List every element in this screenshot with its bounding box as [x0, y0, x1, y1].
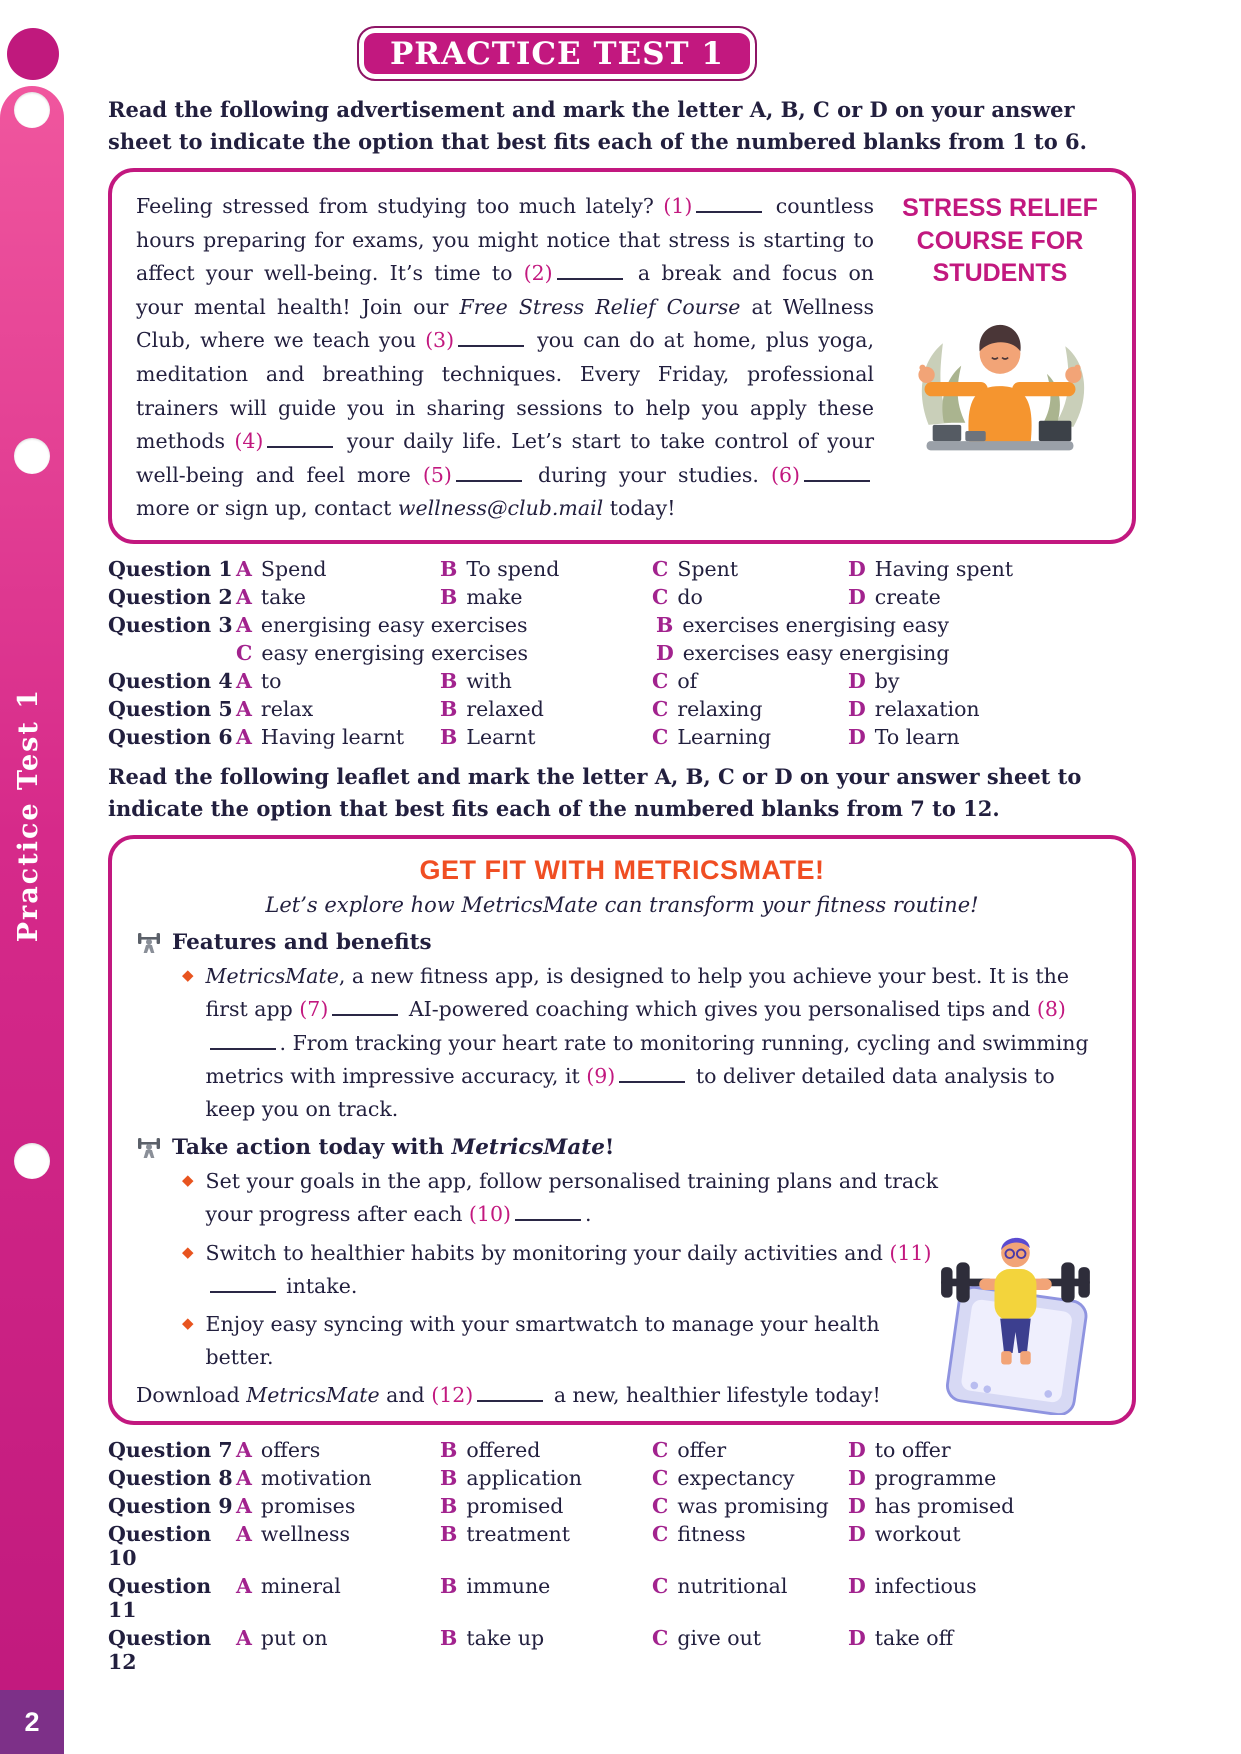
instructions-questions-7-12: Read the following leaflet and mark the letter A, B, C or D on your answer sheet to indicate the option that best fits each of the numbered blanks from 7 to 12. [108, 764, 1082, 821]
option-text: infectious [874, 1574, 977, 1599]
question-label: Question 11 [108, 1574, 212, 1623]
option-text: expectancy [677, 1466, 795, 1491]
answer-option-B [440, 1522, 652, 1570]
option-letter: D [848, 1466, 866, 1491]
option-letter: A [236, 1466, 252, 1491]
diamond-bullet-icon: ◆ [182, 1242, 194, 1261]
answer-option-A [236, 1626, 440, 1674]
option-letter: B [440, 1626, 458, 1651]
question-row [108, 1626, 1136, 1674]
option-letter: A [236, 1494, 252, 1519]
blank-number: (7) [299, 997, 329, 1022]
binder-hole [14, 92, 50, 128]
option-text: Having spent [874, 557, 1014, 582]
blank-number: (10) [468, 1202, 512, 1227]
bullet-text: Set your goals in the app, follow personalised training plans and track your progress after each (10) . [205, 1169, 939, 1227]
option-text: take up [466, 1626, 545, 1651]
option-text: exercises energising easy [682, 613, 949, 638]
answer-blank [267, 446, 333, 448]
answer-blank [210, 1291, 276, 1293]
answer-option-A [236, 725, 440, 749]
answer-option-B [440, 1494, 652, 1518]
option-letter: D [848, 1438, 866, 1463]
option-letter: C [652, 725, 669, 750]
blank-number: (3) [425, 328, 455, 353]
answer-blank [456, 480, 522, 482]
option-letter: C [652, 585, 669, 610]
answer-option-C [652, 1522, 848, 1570]
leaflet-box [108, 835, 1136, 1425]
option-text: relax [260, 697, 314, 722]
heading-text: Take action today with MetricsMate! [172, 1135, 615, 1161]
leaflet-bullet [182, 1237, 942, 1303]
option-text: offers [260, 1438, 321, 1463]
question-label: Question 10 [108, 1522, 212, 1571]
instructions-questions-1-6: Read the following advertisement and mark the letter A, B, C or D on your answer sheet to indicate the option that best fits each of the numbered blanks from 1 to 6. [108, 97, 1087, 154]
answer-option-D [848, 1466, 1136, 1490]
blank-number: (6) [770, 462, 800, 487]
answer-option-C [652, 669, 848, 693]
answer-option-A [236, 613, 656, 637]
question-row [108, 557, 1136, 581]
answer-option-A [236, 669, 440, 693]
option-text: programme [874, 1466, 997, 1491]
answer-blank [804, 480, 870, 482]
option-text: to offer [874, 1438, 951, 1463]
question-label: Question 6 [108, 725, 233, 750]
option-text: has promised [874, 1494, 1015, 1519]
option-letter: D [848, 585, 866, 610]
option-letter: C [652, 669, 669, 694]
option-text: was promising [677, 1494, 829, 1519]
option-letter: B [440, 1522, 458, 1547]
option-text: promised [466, 1494, 564, 1519]
answer-option-B [656, 613, 1136, 637]
blank-number: (8) [1036, 997, 1066, 1022]
blank-number: (11) [889, 1240, 932, 1265]
bullet-text: Switch to healthier habits by monitoring your daily activities and (11) intake. [205, 1240, 932, 1298]
binder-hole [14, 1143, 50, 1179]
answer-option-B [440, 585, 652, 609]
option-letter: C [236, 641, 253, 666]
answer-option-A [236, 1438, 440, 1462]
weightlifter-icon [136, 1136, 162, 1160]
answer-option-B [440, 725, 652, 749]
option-letter: B [440, 557, 458, 582]
option-text: relaxing [677, 697, 763, 722]
answer-blank [477, 1400, 543, 1402]
option-text: Learning [677, 725, 772, 750]
option-letter: D [848, 1574, 866, 1599]
leaflet-title: GET FIT WITH METRICSMATE! [419, 855, 825, 886]
option-text: relaxation [874, 697, 980, 722]
answer-option-C [652, 697, 848, 721]
option-letter: C [652, 697, 669, 722]
option-letter: A [236, 557, 252, 582]
bullet-text: Enjoy easy syncing with your smartwatch to manage your health better. [205, 1311, 880, 1370]
answer-option-B [440, 557, 652, 581]
leaflet-bullet [182, 1165, 942, 1231]
answer-option-D [848, 1574, 1136, 1622]
option-letter: B [440, 1438, 458, 1463]
question-row [108, 1522, 1136, 1570]
question-row [108, 641, 1136, 665]
option-letter: C [652, 1626, 669, 1651]
option-text: To learn [874, 725, 960, 750]
answer-option-A [236, 1522, 440, 1570]
question-row [108, 585, 1136, 609]
question-row [108, 1574, 1136, 1622]
option-text: application [466, 1466, 582, 1491]
question-row [108, 669, 1136, 693]
option-letter: B [440, 585, 458, 610]
option-letter: C [652, 1574, 669, 1599]
option-letter: A [236, 1574, 252, 1599]
answer-blank [332, 1014, 398, 1016]
blank-number: (1) [663, 194, 693, 218]
leaflet-bullet [182, 960, 1108, 1126]
option-letter: C [652, 557, 669, 582]
option-letter: B [656, 613, 674, 638]
weightlifter-icon [136, 931, 162, 955]
option-letter: B [440, 669, 458, 694]
question-row [108, 613, 1136, 637]
option-letter: C [652, 1522, 669, 1547]
questions-7-12 [108, 1438, 1136, 1674]
answer-option-C [652, 1574, 848, 1622]
option-text: exercises easy energising [682, 641, 950, 666]
option-text: take off [874, 1626, 954, 1651]
binder-hole [14, 438, 50, 474]
answer-option-D [848, 1522, 1136, 1570]
heading-text: Features and benefits [172, 930, 432, 956]
answer-option-B [440, 1574, 652, 1622]
answer-option-D [848, 725, 1136, 749]
answer-option-B [440, 1626, 652, 1674]
option-letter: C [652, 1494, 669, 1519]
answer-blank [619, 1081, 685, 1083]
answer-option-A [236, 697, 440, 721]
option-text: mineral [260, 1574, 341, 1599]
option-text: immune [466, 1574, 551, 1599]
diamond-bullet-icon: ◆ [182, 1171, 194, 1190]
option-text: workout [874, 1522, 961, 1547]
question-label: Question 3 [108, 613, 233, 638]
option-text: by [874, 669, 900, 694]
option-text: make [466, 585, 523, 610]
answer-option-D [848, 585, 1136, 609]
option-letter: C [652, 1438, 669, 1463]
answer-option-D [848, 1438, 1136, 1462]
page-number: 2 [0, 1690, 64, 1754]
leaflet-footer: Download MetricsMate and (12) a new, healthier lifestyle today! [136, 1383, 881, 1408]
option-text: motivation [260, 1466, 372, 1491]
answer-option-C [652, 1438, 848, 1462]
answer-option-D [848, 1626, 1136, 1674]
option-letter: A [236, 725, 252, 750]
option-text: To spend [466, 557, 560, 582]
question-row [108, 1466, 1136, 1490]
option-letter: A [236, 1438, 252, 1463]
blank-number: (4) [234, 429, 264, 454]
diamond-bullet-icon: ◆ [182, 1313, 194, 1332]
question-row [108, 1494, 1136, 1518]
blank-number: (9) [586, 1063, 616, 1088]
question-label: Question 5 [108, 697, 233, 722]
answer-option-D [848, 1494, 1136, 1518]
answer-option-A [236, 1494, 440, 1518]
answer-option-C [652, 725, 848, 749]
question-label: Question 12 [108, 1626, 212, 1675]
advertisement-box [108, 168, 1136, 544]
option-text: relaxed [466, 697, 544, 722]
option-text: put on [260, 1626, 328, 1651]
answer-option-C [652, 557, 848, 581]
question-label [108, 641, 236, 665]
option-text: to [260, 669, 282, 694]
advertisement-passage: Feeling stressed from studying too much lately? (1) countless hours preparing for exams, you might notice that stress is starting to affect your well-being. It’s time to (2) a break and focus on your mental health! Join our Free Stress Relief Course at Wellness Club, where we teach you (3) you can do at home, plus yoga, meditation and breathing techniques. Every Friday, professional trainers will guide you in sharing sessions to help you apply these methods (4) your daily life. Let’s start to take control of your well-being and feel more (5) during your studies. (6) more or sign up, contact wellness@club.mail today! [136, 194, 874, 521]
option-letter: D [848, 725, 866, 750]
questions-1-6 [108, 557, 1136, 749]
answer-option-A [236, 585, 440, 609]
option-text: offer [677, 1438, 727, 1463]
question-label: Question 2 [108, 585, 233, 610]
option-text: Spent [677, 557, 739, 582]
answer-blank [515, 1219, 581, 1221]
fitness-illustration [912, 1229, 1118, 1415]
option-letter: B [440, 1466, 458, 1491]
question-label: Question 8 [108, 1466, 233, 1491]
option-text: give out [677, 1626, 762, 1651]
answer-option-C [652, 585, 848, 609]
answer-option-B [440, 1438, 652, 1462]
option-letter: A [236, 697, 252, 722]
answer-option-C [652, 1466, 848, 1490]
option-letter: D [848, 1522, 866, 1547]
question-row [108, 725, 1136, 749]
question-label: Question 9 [108, 1494, 233, 1519]
meditation-illustration [898, 300, 1102, 464]
option-letter: A [236, 613, 252, 638]
answer-option-D [848, 557, 1136, 581]
blank-number: (12) [431, 1383, 474, 1408]
option-letter: B [440, 697, 458, 722]
answer-option-D [848, 697, 1136, 721]
blank-number: (2) [523, 261, 553, 286]
answer-option-B [440, 1466, 652, 1490]
option-text: take [260, 585, 306, 610]
option-letter: D [656, 641, 674, 666]
answer-option-C [652, 1626, 848, 1674]
practice-test-badge [357, 26, 757, 81]
option-text: wellness [260, 1522, 351, 1547]
option-letter: A [236, 669, 252, 694]
option-text: of [677, 669, 698, 694]
option-letter: D [848, 697, 866, 722]
option-text: offered [466, 1438, 541, 1463]
option-text: energising easy exercises [260, 613, 528, 638]
option-text: treatment [466, 1522, 570, 1547]
answer-blank [210, 1048, 276, 1050]
option-letter: B [440, 1574, 458, 1599]
option-letter: A [236, 1522, 252, 1547]
question-label: Question 1 [108, 557, 233, 582]
option-letter: C [652, 1466, 669, 1491]
leaflet-heading [136, 930, 1108, 955]
question-row [108, 697, 1136, 721]
advertisement-sidebar [892, 190, 1108, 526]
answer-blank [458, 345, 524, 347]
option-text: Having learnt [260, 725, 405, 750]
option-text: with [466, 669, 512, 694]
answer-option-A [236, 1466, 440, 1490]
option-letter: B [440, 1494, 458, 1519]
option-letter: B [440, 725, 458, 750]
content-column [108, 94, 1136, 1686]
answer-option-B [440, 669, 652, 693]
bullet-text: MetricsMate, a new fitness app, is designed to help you achieve your best. It is the first app (7) AI-powered coaching which gives you personalised tips and (8). From tracking your heart rate to monitoring running, cycling and swimming metrics with impressive accuracy, it (9) to deliver detailed data analysis to keep you on track. [205, 964, 1089, 1121]
blank-number: (5) [422, 462, 452, 487]
option-text: Learnt [466, 725, 536, 750]
option-text: Spend [260, 557, 327, 582]
question-label: Question 4 [108, 669, 233, 694]
question-label: Question 7 [108, 1438, 233, 1463]
option-letter: D [848, 557, 866, 582]
option-text: fitness [677, 1522, 746, 1547]
answer-option-A [236, 557, 440, 581]
option-letter: D [848, 1626, 866, 1651]
badge-title: PRACTICE TEST 1 [390, 35, 724, 72]
answer-blank [557, 278, 623, 280]
answer-option-B [440, 697, 652, 721]
leaflet-subtitle: Let’s explore how MetricsMate can transform your fitness routine! [265, 893, 979, 918]
option-text: do [677, 585, 703, 610]
leaflet-heading [136, 1135, 1108, 1160]
option-text: easy energising exercises [261, 641, 528, 666]
answer-blank [696, 211, 762, 213]
option-text: nutritional [677, 1574, 788, 1599]
diamond-bullet-icon: ◆ [182, 966, 194, 985]
leaflet-bullet [182, 1308, 942, 1374]
answer-option-A [236, 1574, 440, 1622]
option-letter: D [848, 669, 866, 694]
sidebar-label: Practice Test 1 [13, 688, 44, 943]
answer-option-C [236, 641, 656, 665]
option-letter: D [848, 1494, 866, 1519]
answer-option-D [656, 641, 1136, 665]
course-title: STRESS RELIEF COURSE FOR STUDENTS [902, 194, 1098, 287]
answer-option-D [848, 669, 1136, 693]
option-letter: A [236, 585, 252, 610]
question-row [108, 1438, 1136, 1462]
answer-option-C [652, 1494, 848, 1518]
option-text: promises [260, 1494, 356, 1519]
option-text: create [874, 585, 941, 610]
sidebar-top-dot [7, 28, 59, 80]
option-letter: A [236, 1626, 252, 1651]
